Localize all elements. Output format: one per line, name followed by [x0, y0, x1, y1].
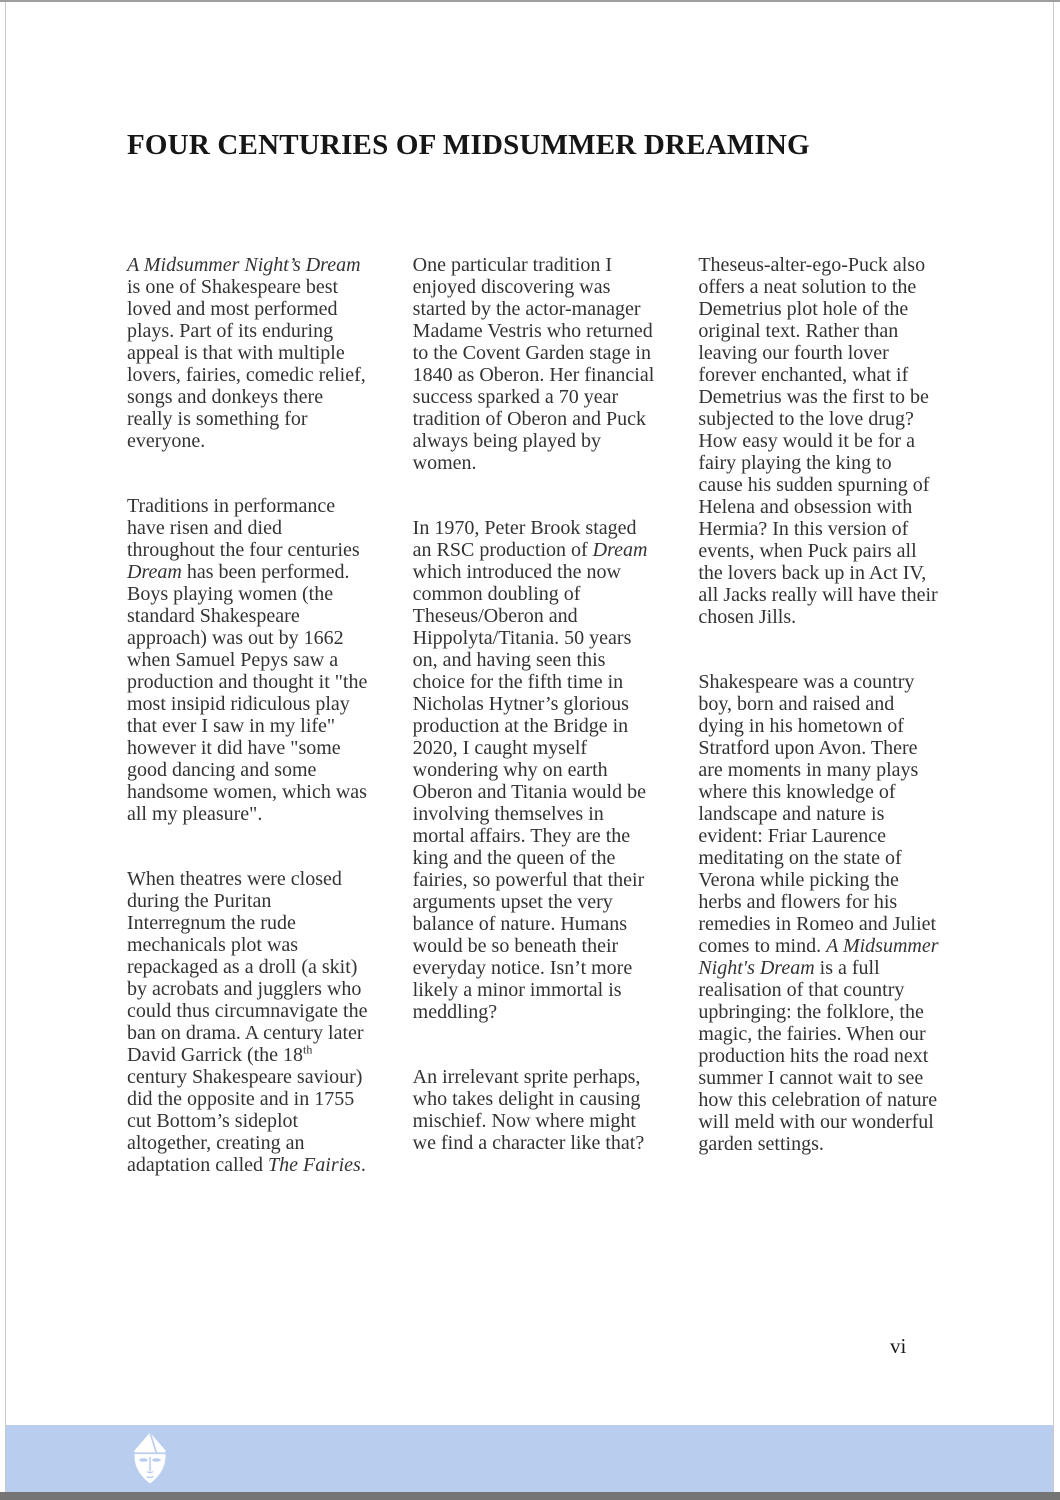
paragraph: When theatres were closed during the Puritan Interregnum the rude mechanicals plot was repackaged as a droll (a skit) by acrobats and jugglers who could thus circumnavigate the ban on drama. A century later David Garrick (the 18th century Shakespeare saviour) did the opposite and in 1755 cut Bottom’s sideplot altogether, creating an adaptation called The Fairies. — [127, 868, 368, 1176]
column-3 — [698, 254, 940, 1176]
article-columns — [127, 254, 940, 1176]
footer-band — [6, 1425, 1053, 1492]
paragraph: One particular tradition I enjoyed discovering was started by the actor-manager Madame Vestris who returned to the Covent Garden stage in 1840 as Oberon. Her financial success sparked a 70 year tradition of Oberon and Puck always being played by women. — [412, 254, 655, 474]
paragraph: Traditions in performance have risen and died throughout the four centuries Dream has been performed. Boys playing women (the standard Shakespeare approach) was out by 1662 when Samuel Pepys saw a production and thought it "the most insipid ridiculous play that ever I saw in my life" however it did have "some good dancing and some handsome women, which was all my pleasure". — [127, 495, 368, 825]
column-1 — [127, 254, 369, 1176]
paragraph: In 1970, Peter Brook staged an RSC production of Dream which introduced the now common doubling of Theseus/Oberon and Hippolyta/Titania. 50 years on, and having seen this choice for the fifth time in Nicholas Hytner’s glorious production at the Bridge in 2020, I caught myself wondering why on earth Oberon and Titania would be involving themselves in mortal affairs. They are the king and the queen of the fairies, so powerful that their arguments upset the very balance of nature. Humans would be so beneath their everyday notice. Isn’t more likely a minor immortal is meddling? — [412, 517, 648, 1023]
document-page — [5, 2, 1054, 1492]
page-title: FOUR CENTURIES OF MIDSUMMER DREAMING — [127, 129, 810, 161]
paragraph: An irrelevant sprite perhaps, who takes delight in causing mischief. Now where might we find a character like that? — [412, 1066, 645, 1154]
window-bottom-edge — [0, 1492, 1060, 1500]
paragraph: Shakespeare was a country boy, born and raised and dying in his hometown of Stratford upon Avon. There are moments in many plays where this knowledge of landscape and nature is evident: Friar Laurence meditating on the state of Verona while picking the herbs and flowers for his remedies in Romeo and Juliet comes to mind. A Midsummer Night's Dream is a full realisation of that country upbringing: the folklore, the magic, the fairies. When our production hits the road next summer I cannot wait to see how this celebration of nature will meld with our wonderful garden settings. — [698, 671, 939, 1155]
paragraph: A Midsummer Night’s Dream is one of Shakespeare best loved and most performed plays. Part of its enduring appeal is that with multiple lovers, fairies, comedic relief, songs and donkeys there really is something for everyone. — [127, 254, 366, 452]
page-number: vi — [890, 1334, 907, 1358]
theatre-mask-icon — [132, 1432, 168, 1484]
column-2 — [413, 254, 655, 1176]
paragraph: Theseus-alter-ego-Puck also offers a neat solution to the Demetrius plot hole of the original text. Rather than leaving our fourth lover forever enchanted, what if Demetrius was the first to be subjected to the love drug? How easy would it be for a fairy playing the king to cause his sudden spurning of Helena and obsession with Hermia? In this version of events, when Puck pairs all the lovers back up in Act IV, all Jacks really will have their chosen Jills. — [698, 254, 938, 628]
